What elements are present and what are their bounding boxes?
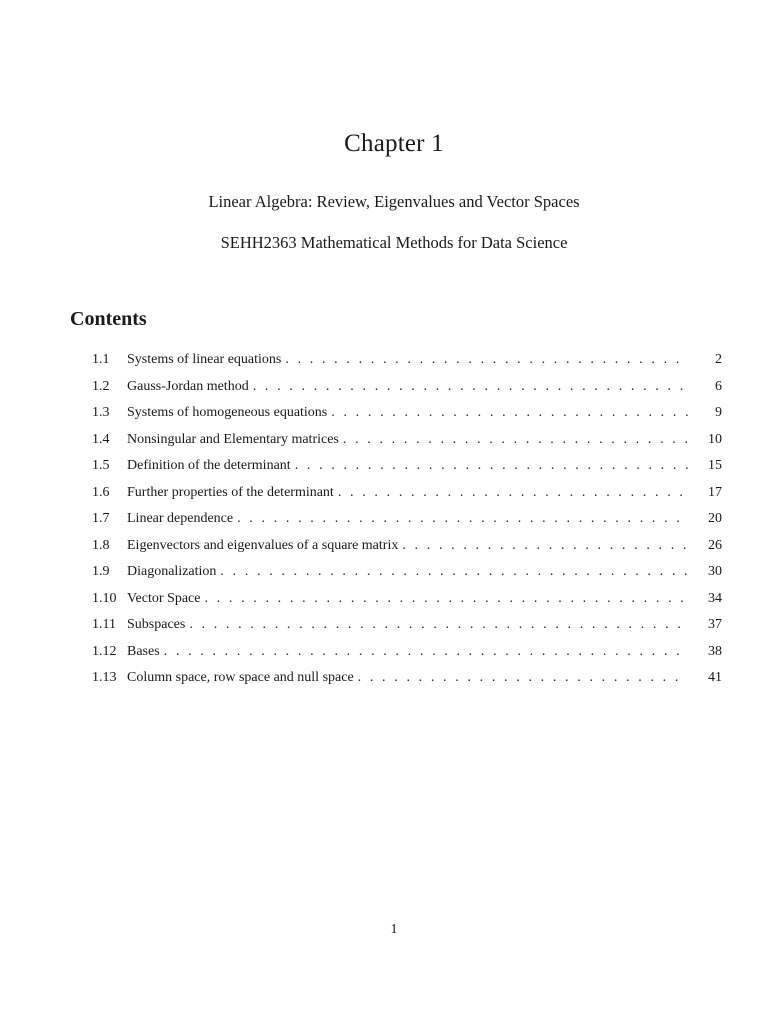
toc-entry-title[interactable]: Nonsingular and Elementary matrices bbox=[127, 431, 339, 447]
toc-entry-number: 1.7 bbox=[92, 511, 110, 526]
toc-entry[interactable] bbox=[92, 432, 722, 459]
toc-entry[interactable] bbox=[92, 617, 722, 644]
toc-entry[interactable] bbox=[92, 591, 722, 618]
toc-entry-title[interactable]: Subspaces bbox=[127, 617, 186, 632]
course-title: SEHH2363 Mathematical Methods for Data Science bbox=[220, 233, 568, 252]
toc-entry-page[interactable]: 9 bbox=[715, 405, 722, 420]
toc-entry-number: 1.13 bbox=[92, 670, 117, 685]
toc-entry[interactable] bbox=[92, 538, 722, 565]
chapter-subtitle: Linear Algebra: Review, Eigenvalues and Vector Spaces bbox=[208, 192, 580, 211]
toc-leader-dots bbox=[358, 670, 688, 686]
toc-entry-page[interactable]: 17 bbox=[708, 484, 722, 500]
toc-entry-title[interactable]: Systems of linear equations bbox=[127, 352, 282, 367]
toc-entry-title[interactable]: Column space, row space and null space bbox=[127, 670, 354, 685]
toc-entry-page[interactable]: 37 bbox=[708, 617, 722, 632]
toc-entry-page[interactable]: 26 bbox=[708, 537, 722, 553]
toc-leader-dots bbox=[220, 564, 688, 580]
toc-entry-number: 1.1 bbox=[92, 352, 110, 367]
toc-entry-title[interactable]: Vector Space bbox=[127, 590, 201, 606]
toc-entry-page[interactable]: 34 bbox=[708, 590, 722, 606]
toc-leader-dots bbox=[253, 379, 688, 395]
toc-entry-number: 1.9 bbox=[92, 564, 110, 579]
table-of-contents bbox=[92, 352, 722, 697]
toc-entry-title[interactable]: Eigenvectors and eigenvalues of a square matrix bbox=[127, 537, 399, 553]
toc-entry-page[interactable]: 41 bbox=[708, 670, 722, 685]
toc-entry[interactable] bbox=[92, 458, 722, 485]
toc-entry-number: 1.4 bbox=[92, 431, 110, 447]
toc-leader-dots bbox=[189, 617, 688, 633]
toc-leader-dots bbox=[331, 405, 688, 421]
toc-entry-number: 1.5 bbox=[92, 458, 110, 473]
toc-leader-dots bbox=[204, 591, 688, 607]
toc-entry-page[interactable]: 15 bbox=[708, 458, 722, 473]
toc-entry[interactable] bbox=[92, 485, 722, 512]
toc-entry[interactable] bbox=[92, 511, 722, 538]
toc-entry[interactable] bbox=[92, 644, 722, 671]
toc-entry-title[interactable]: Gauss-Jordan method bbox=[127, 378, 249, 394]
toc-entry-title[interactable]: Definition of the determinant bbox=[127, 458, 291, 473]
toc-entry-number: 1.10 bbox=[92, 590, 117, 606]
toc-leader-dots bbox=[237, 511, 688, 527]
toc-entry[interactable] bbox=[92, 670, 722, 697]
toc-entry-title[interactable]: Further properties of the determinant bbox=[127, 484, 334, 500]
toc-leader-dots bbox=[164, 644, 688, 660]
toc-entry[interactable] bbox=[92, 352, 722, 379]
toc-entry-page[interactable]: 38 bbox=[708, 643, 722, 659]
contents-heading: Contents bbox=[70, 308, 147, 330]
toc-entry-number: 1.6 bbox=[92, 484, 110, 500]
toc-entry-number: 1.2 bbox=[92, 378, 110, 394]
toc-entry-number: 1.8 bbox=[92, 537, 110, 553]
toc-entry-number: 1.12 bbox=[92, 643, 117, 659]
toc-entry[interactable] bbox=[92, 564, 722, 591]
toc-entry-page[interactable]: 10 bbox=[708, 431, 722, 447]
toc-entry-title[interactable]: Linear dependence bbox=[127, 511, 234, 526]
toc-entry-title[interactable]: Systems of homogeneous equations bbox=[127, 405, 328, 420]
toc-entry-page[interactable]: 6 bbox=[715, 378, 722, 394]
toc-entry-number: 1.11 bbox=[92, 617, 116, 632]
toc-leader-dots bbox=[343, 432, 688, 448]
toc-entry-page[interactable]: 30 bbox=[708, 564, 722, 579]
toc-leader-dots bbox=[338, 485, 688, 501]
toc-entry-title[interactable]: Diagonalization bbox=[127, 564, 217, 579]
toc-entry[interactable] bbox=[92, 405, 722, 432]
toc-entry-title[interactable]: Bases bbox=[127, 643, 160, 659]
page-number: 1 bbox=[390, 922, 398, 937]
toc-entry-page[interactable]: 20 bbox=[708, 511, 722, 526]
toc-entry-page[interactable]: 2 bbox=[715, 352, 722, 367]
toc-leader-dots bbox=[402, 538, 688, 554]
chapter-title: Chapter 1 bbox=[344, 130, 444, 157]
toc-entry-number: 1.3 bbox=[92, 405, 110, 420]
toc-leader-dots bbox=[285, 352, 688, 368]
toc-leader-dots bbox=[295, 458, 688, 474]
toc-entry[interactable] bbox=[92, 379, 722, 406]
